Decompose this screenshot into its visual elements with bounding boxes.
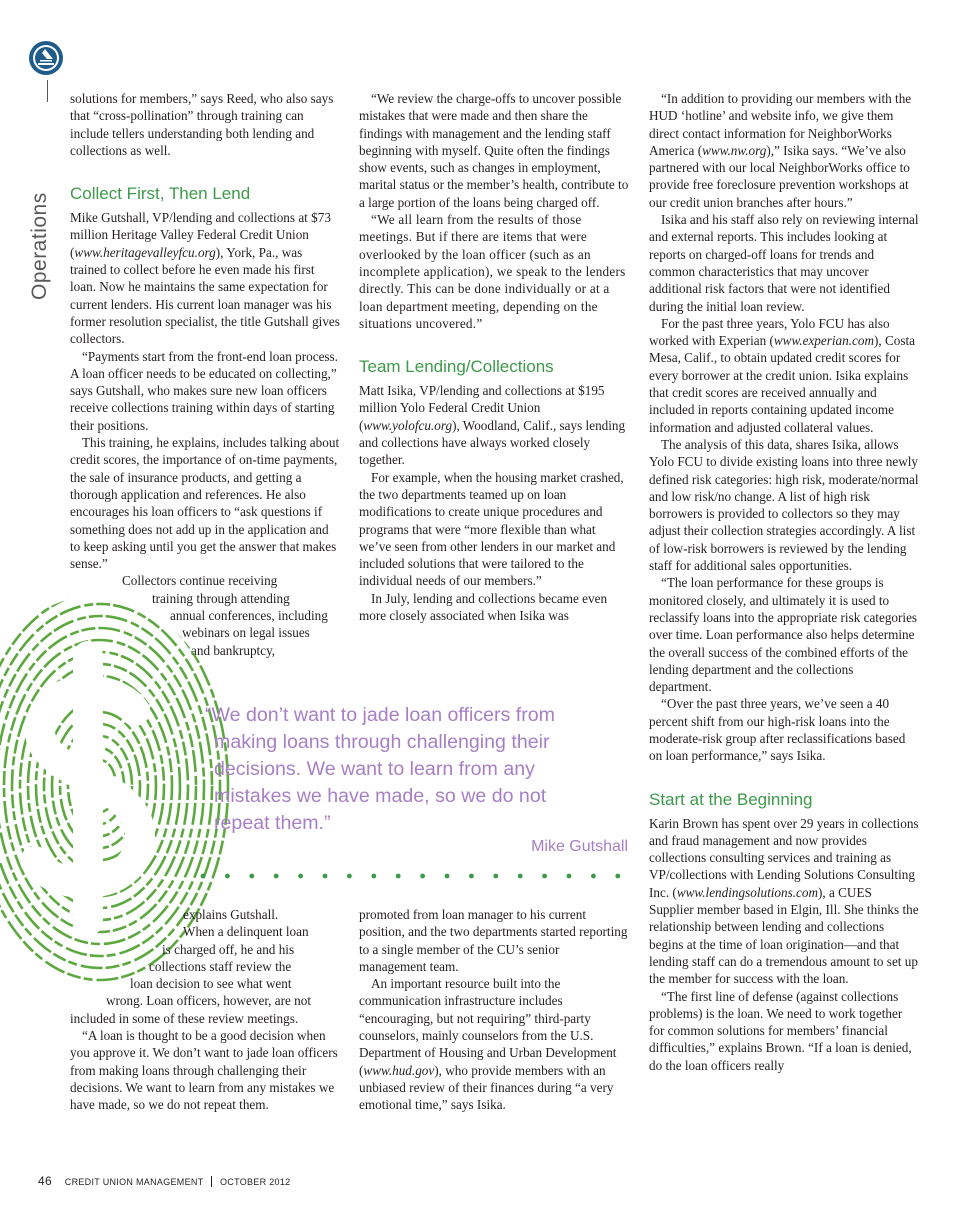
paragraph: included in some of these review meetings. [70,1010,299,1026]
divider-dot [201,874,206,879]
wrapped-text: Collectors continue receiving training through attending annual conferences, including webinars on legal issues and bankruptcy, [122,573,328,658]
divider-dot [347,874,352,879]
divider-dot [567,874,572,879]
paragraph: An important resource built into the communication infrastructure includes “encouraging, but not requiring” third-party counselors, mainly counselors from the U.S. Department of Housing and Urban Development (www.hud.gov), who provide members with an unbiased review of their finances during “a very emotional time,” says Isika. [359,976,617,1113]
url-link[interactable]: www.heritagevalleyfcu.org [74,244,216,260]
heading-team-lending: Team Lending/Collections [359,357,554,377]
section-divider [47,80,48,102]
issue-date: OCTOBER 2012 [219,1177,291,1187]
column-3 [649,90,919,1074]
paragraph: In July, lending and collections became even more closely associated when Isika was [359,590,608,624]
paragraph: “A loan is thought to be a good decision when you approve it. We don’t want to jade loan officers from making loans through challenging their decisions. We want to learn from any mistakes we have made, so we do not repeat them. [70,1028,338,1113]
cues-logo-icon [28,40,64,76]
url-link[interactable]: www.nw.org [702,142,767,158]
paragraph: For example, when the housing market crashed, the two departments teamed up on loan modifications to create unique procedures and programs that were “more flexible than what we’ve seen from other lenders in our market and included solutions that were tailored to the individual needs of our members.” [359,469,624,589]
divider-dot [493,874,498,879]
divider-dot [371,874,376,879]
pull-quote-attribution: Mike Gutshall [531,838,628,855]
divider-dot [591,874,596,879]
paragraph: “The first line of defense (against collections problems) is the loan. We need to work together for common solutions for members’ financial difficulties,” explains Brown. “If a loan is denied, do the loan officers really [649,988,912,1073]
divider-dot [396,874,401,879]
paragraph: Matt Isika, VP/lending and collections at $195 million Yolo Federal Credit Union (www.yolofcu.org), Woodland, Calif., says lending and collections have always worked closely together. [359,383,626,468]
divider-dot [298,874,303,879]
column-1-top [70,90,340,662]
page-footer [38,1174,290,1188]
column-2-bottom [359,906,629,1114]
divider-dot [615,874,620,879]
divider-dot [542,874,547,879]
paragraph: solutions for members,” says Reed, who also says that “cross-pollination” through training can include tellers understanding both lending and collections as well. [70,91,334,158]
pull-quote: “We don’t want to jade loan officers from making loans through challenging their decisions. We want to learn from any mistakes we have made, so we do not repeat them.” [205,704,555,834]
divider-dot [274,874,279,879]
divider-dot [249,874,254,879]
url-link[interactable]: www.yolofcu.org [363,417,453,433]
divider-dot [469,874,474,879]
publication-name: CREDIT UNION MANAGEMENT [64,1177,204,1187]
section-label: Operations [28,192,51,300]
paragraph: “We all learn from the results of those meetings. But if there are items that were overlooked by the loan officer (such as an incomplete application), we speak to the lenders directly. This can be done individually or at a loan department meeting, depending on the situations uncovered.” [359,212,626,331]
paragraph: “The loan performance for these groups is monitored closely, and ultimately it is used to reclassify loans into the appropriate risk categories over time. Loan performance also helps determine the overall success of the combined efforts of the lending department and the collections department. [649,575,918,695]
divider-dot [420,874,425,879]
column-2-top [359,90,629,624]
divider-dot [518,874,523,879]
url-link[interactable]: www.lendingsolutions.com [676,884,818,900]
heading-start-beginning: Start at the Beginning [649,789,813,809]
paragraph: This training, he explains, includes talking about credit scores, the importance of on-time payments, the sale of insurance products, and getting a thorough application and references. He also encourages his loan officers to “ask questions if something does not add up in the application and to keep asking until you get the answer that makes sense.” [70,435,340,572]
paragraph: “We review the charge-offs to uncover possible mistakes that were made and then share the findings with management and the lending staff beginning with myself. Quite often the findings show events, such as changes in employment, marital status or the member’s health, contribute to a large portion of the loans being charged off. [359,91,629,210]
paragraph: The analysis of this data, shares Isika, allows Yolo FCU to divide existing loans into three newly defined risk categories: high risk, moderate/normal and low risk/no change. A list of high risk borrowers is provided to collectors so they may adjust their collection strategies accordingly. A list of low-risk borrowers is reviewed by the lending staff for additional sales opportunities. [649,436,919,574]
url-link[interactable]: www.hud.gov [363,1062,435,1078]
paragraph: Mike Gutshall, VP/lending and collections at $73 million Heritage Valley Federal Credit Union (www.heritagevalleyfcu.org), York, Pa., was trained to collect before he even made his first loan. Now he maintains the same expectation for current lenders. His current loan manager was his former resolution specialist, the title Gutshall gives collectors. [70,210,340,347]
paragraph: For the past three years, Yolo FCU has also worked with Experian (www.experian.com), Costa Mesa, Calif., to obtain updated credit scores for every borrower at the credit union. Isika explains that credit scores are received annually and included in reports containing updated income information and adjusted collateral values. [649,315,916,435]
page-number: 46 [38,1174,52,1188]
divider-dot [445,874,450,879]
paragraph: “In addition to providing our members with the HUD ‘hotline’ and website info, we give them direct contact information for NeighborWorks America (www.nw.org),” Isika says. “We’ve also partnered with our local NeighborWorks office to provide free foreclosure prevention workshops at our credit union branches after hours.” [649,91,912,210]
divider-dot [323,874,328,879]
footer-separator [211,1176,212,1187]
paragraph: promoted from loan manager to his current position, and the two departments started reporting to a single member of the CU’s senior management team. [359,907,628,974]
divider-dot [225,874,230,879]
paragraph: “Over the past three years, we’ve seen a 40 percent shift from our high-risk loans into the moderate-risk group after reclassifications based on loan performance,” says Isika. [649,696,906,764]
paragraph: Karin Brown has spent over 29 years in collections and fraud management and now provides collections consulting services and training as VP/collections with Lending Solutions Consulting Inc. (www.lendingsolutions.com), a CUES Supplier member based in Elgin, Ill. She thinks the relationship between lending and collections begins at the time of loan origination—and that lending staff can do a tremendous amount to set up the member for success with the loan. [649,815,919,987]
heading-collect-first: Collect First, Then Lend [70,184,251,204]
column-1-bottom: explains Gutshall. When a delinquent loan is charged off, he and his collections staff review the loan decision to see what went wrong. Loan officers, however, are not included in some of these review meetings. “A loan is thought to be a good decision when you approve it. We don’t want to jade loan officers from making loans through challenging their decisions. We want to learn from any mistakes we have made, so we do not repeat them. [70,906,340,1114]
paragraph: “Payments start from the front-end loan process. A loan officer needs to be educated on collecting,” says Gutshall, who makes sure new loan officers receive collections training within days of starting their positions. [70,348,338,433]
paragraph: Isika and his staff also rely on reviewing internal and external reports. This includes looking at reports on charged-off loans for trends and common characteristics that may uncover additional risk factors that were not identified during the initial loan review. [649,212,919,314]
url-link[interactable]: www.experian.com [773,333,875,349]
dotted-divider [198,870,628,882]
